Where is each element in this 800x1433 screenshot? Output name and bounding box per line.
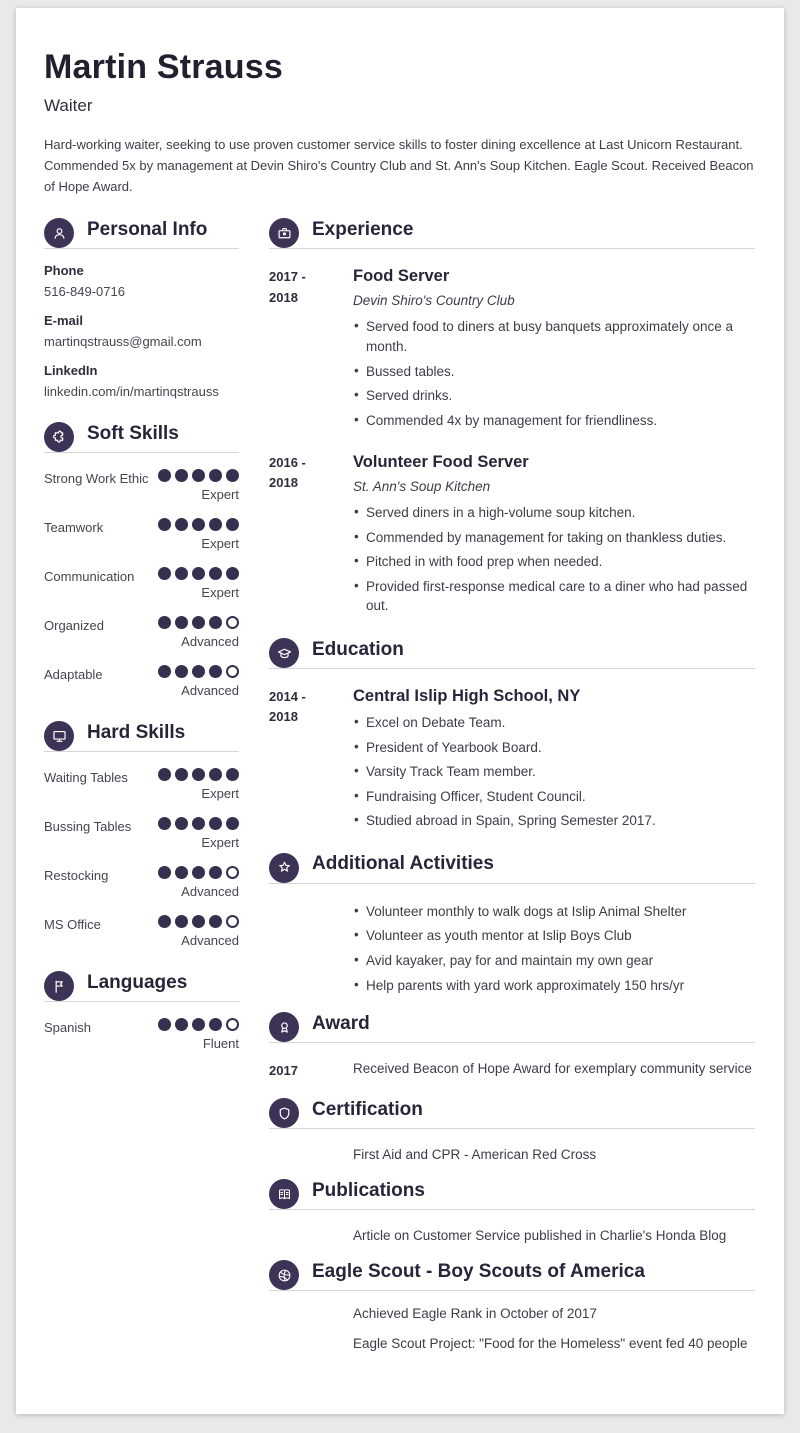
skill-rating-dots <box>158 866 239 879</box>
skill-level-label: Fluent <box>202 1036 239 1052</box>
bullet-item: • Commended by management for taking on thankless duties. <box>353 528 755 548</box>
section-hard-skills <box>44 721 239 948</box>
section-certification <box>269 1098 755 1162</box>
rating-dot-filled <box>175 1018 188 1031</box>
skill-row <box>44 817 239 850</box>
section-soft-skills <box>44 422 239 698</box>
bullet-item: • Served diners in a high-volume soup kitchen. <box>353 503 755 523</box>
section-experience <box>269 218 755 621</box>
bullet-item: • Volunteer as youth mentor at Islip Boys Club <box>353 926 755 946</box>
experience-header <box>269 218 755 249</box>
rating-dot-empty <box>226 1018 239 1031</box>
rating-dot-filled <box>226 768 239 781</box>
candidate-name: Martin Strauss <box>44 48 283 86</box>
entry-date-to: 2018 <box>269 709 298 725</box>
rating-dot-filled <box>192 768 205 781</box>
skill-row <box>44 768 239 801</box>
bullet-item: • Provided first-response medical care to a diner who had passed out. <box>353 577 755 616</box>
entry-body <box>353 687 755 836</box>
certification-header <box>269 1098 755 1129</box>
skill-row <box>44 915 239 948</box>
skill-rating <box>158 1018 239 1051</box>
rating-dot-filled <box>158 469 171 482</box>
rating-dot-filled <box>209 518 222 531</box>
entry-title: Food Server <box>353 267 450 286</box>
puzzle-icon <box>44 422 74 452</box>
skill-row <box>44 866 239 899</box>
timeline-entry <box>269 453 755 621</box>
skill-row <box>44 665 239 698</box>
section-award <box>269 1012 755 1081</box>
rating-dot-filled <box>175 866 188 879</box>
education-entries <box>269 687 755 836</box>
skill-level-label: Expert <box>201 585 239 601</box>
bullet-item: • Served food to diners at busy banquets approximately once a month. <box>353 317 755 356</box>
skill-rating-dots <box>158 518 239 531</box>
entry-date-from: 2016 - <box>269 455 306 471</box>
skill-rating-dots <box>158 665 239 678</box>
activities-title: Additional Activities <box>312 853 494 875</box>
skill-rating <box>158 817 239 850</box>
entry-date <box>269 687 353 836</box>
skill-rating-dots <box>158 567 239 580</box>
activities-header <box>269 853 755 884</box>
entry-body <box>353 267 755 435</box>
rating-dot-filled <box>175 817 188 830</box>
rating-dot-filled <box>209 616 222 629</box>
certification-title: Certification <box>312 1098 423 1120</box>
eagle-scout-line: Eagle Scout Project: "Food for the Homeless" event fed 40 people <box>353 1336 748 1352</box>
rating-dot-empty <box>226 866 239 879</box>
bullet-item: • Served drinks. <box>353 386 755 406</box>
briefcase-icon <box>269 218 299 248</box>
rating-dot-filled <box>158 567 171 580</box>
rating-dot-filled <box>158 768 171 781</box>
contact-value: 516-849-0716 <box>44 284 125 300</box>
section-languages <box>44 971 239 1051</box>
entry-date-from: 2017 - <box>269 269 306 285</box>
rating-dot-filled <box>192 616 205 629</box>
contact-label: Phone <box>44 263 84 279</box>
skill-name: Teamwork <box>44 520 104 536</box>
skill-level-label: Advanced <box>181 683 239 699</box>
soft-skills-header <box>44 422 239 453</box>
rating-dot-filled <box>209 817 222 830</box>
education-header <box>269 638 755 669</box>
entry-date-to: 2018 <box>269 289 298 305</box>
bullet-item: • Help parents with yard work approximately 150 hrs/yr <box>353 976 755 996</box>
rating-dot-filled <box>192 817 205 830</box>
rating-dot-filled <box>175 469 188 482</box>
skill-level-label: Expert <box>201 835 239 851</box>
section-additional-activities <box>269 853 755 995</box>
entry-body <box>353 1061 755 1081</box>
skill-rating <box>158 665 239 698</box>
bullet-item: • Volunteer monthly to walk dogs at Islip Animal Shelter <box>353 902 755 922</box>
education-title: Education <box>312 638 404 660</box>
award-header <box>269 1012 755 1043</box>
medal-icon <box>269 1012 299 1042</box>
activities-list <box>353 902 755 995</box>
award-entry <box>269 1061 755 1081</box>
bullet-list <box>353 713 755 831</box>
rating-dot-filled <box>192 866 205 879</box>
star-icon <box>269 853 299 883</box>
timeline-entry <box>269 687 755 836</box>
resume-page <box>16 8 784 1414</box>
rating-dot-filled <box>175 616 188 629</box>
bullet-item: • Avid kayaker, pay for and maintain my own gear <box>353 951 755 971</box>
rating-dot-empty <box>226 915 239 928</box>
bullet-list <box>353 503 755 616</box>
section-education <box>269 638 755 836</box>
skill-rating-dots <box>158 616 239 629</box>
rating-dot-filled <box>226 567 239 580</box>
sidebar-column <box>44 218 239 1368</box>
skill-level-label: Expert <box>201 536 239 552</box>
rating-dot-filled <box>209 567 222 580</box>
timeline-entry <box>269 267 755 435</box>
eagle-scout-header <box>269 1260 755 1291</box>
skill-rating-dots <box>158 1018 239 1031</box>
shield-icon <box>269 1098 299 1128</box>
rating-dot-filled <box>209 915 222 928</box>
bullet-item: • President of Yearbook Board. <box>353 738 755 758</box>
bullet-item: • Pitched in with food prep when needed. <box>353 552 755 572</box>
rating-dot-empty <box>226 616 239 629</box>
bullet-list <box>353 317 755 430</box>
rating-dot-filled <box>175 915 188 928</box>
skill-name: MS Office <box>44 917 101 933</box>
rating-dot-filled <box>209 866 222 879</box>
rating-dot-filled <box>158 616 171 629</box>
hard-skills-list <box>44 768 239 948</box>
contact-value: martinqstrauss@gmail.com <box>44 334 202 350</box>
book-icon <box>269 1179 299 1209</box>
monitor-icon <box>44 721 74 751</box>
skill-row <box>44 469 239 502</box>
rating-dot-filled <box>175 768 188 781</box>
bullet-item: • Bussed tables. <box>353 362 755 382</box>
skill-name: Bussing Tables <box>44 819 132 835</box>
rating-dot-filled <box>192 518 205 531</box>
eagle-scout-lines <box>353 1306 755 1351</box>
hard-skills-header <box>44 721 239 752</box>
publications-header <box>269 1179 755 1210</box>
skill-rating <box>158 469 239 502</box>
publications-text: Article on Customer Service published in Charlie's Honda Blog <box>353 1228 727 1244</box>
contact-label: LinkedIn <box>44 363 98 379</box>
candidate-job-title: Waiter <box>44 96 93 115</box>
skill-rating <box>158 567 239 600</box>
certification-text: First Aid and CPR - American Red Cross <box>353 1147 597 1163</box>
entry-date <box>269 453 353 621</box>
skill-name: Spanish <box>44 1020 91 1036</box>
rating-dot-filled <box>209 1018 222 1031</box>
skill-name: Organized <box>44 618 104 634</box>
skill-row <box>44 518 239 551</box>
entry-body <box>353 453 755 621</box>
contact-item <box>44 313 239 349</box>
resume-columns <box>44 218 755 1368</box>
skill-rating <box>158 518 239 551</box>
experience-title: Experience <box>312 218 414 240</box>
entry-date <box>269 1061 353 1081</box>
skill-rating-dots <box>158 469 239 482</box>
rating-dot-filled <box>158 665 171 678</box>
rating-dot-filled <box>192 1018 205 1031</box>
skill-rating <box>158 866 239 899</box>
flag-icon <box>44 971 74 1001</box>
section-eagle-scout <box>269 1260 755 1351</box>
skill-name: Adaptable <box>44 667 103 683</box>
skill-row <box>44 567 239 600</box>
eagle-scout-line: Achieved Eagle Rank in October of 2017 <box>353 1306 597 1322</box>
skill-rating-dots <box>158 817 239 830</box>
rating-dot-filled <box>209 469 222 482</box>
contact-value: linkedin.com/in/martinqstrauss <box>44 384 219 400</box>
soft-skills-title: Soft Skills <box>87 422 179 444</box>
rating-dot-filled <box>226 518 239 531</box>
rating-dot-filled <box>175 518 188 531</box>
rating-dot-filled <box>226 817 239 830</box>
timeline-entry <box>269 1061 755 1081</box>
skill-rating-dots <box>158 768 239 781</box>
skill-rating <box>158 616 239 649</box>
rating-dot-filled <box>158 866 171 879</box>
graduation-cap-icon <box>269 638 299 668</box>
bullet-item: • Excel on Debate Team. <box>353 713 755 733</box>
resume-header <box>44 48 755 197</box>
skill-level-label: Advanced <box>181 884 239 900</box>
entry-subtitle: St. Ann's Soup Kitchen <box>353 479 491 495</box>
rating-dot-empty <box>226 665 239 678</box>
rating-dot-filled <box>175 567 188 580</box>
contact-item <box>44 263 239 299</box>
hard-skills-title: Hard Skills <box>87 721 186 743</box>
languages-header <box>44 971 239 1002</box>
rating-dot-filled <box>209 768 222 781</box>
skill-level-label: Expert <box>201 487 239 503</box>
entry-date <box>269 267 353 435</box>
rating-dot-filled <box>158 518 171 531</box>
entry-date-to: 2018 <box>269 475 298 491</box>
rating-dot-filled <box>158 1018 171 1031</box>
bullet-item: • Fundraising Officer, Student Council. <box>353 787 755 807</box>
rating-dot-filled <box>192 665 205 678</box>
skill-level-label: Advanced <box>181 634 239 650</box>
contact-label: E-mail <box>44 313 84 329</box>
languages-title: Languages <box>87 971 188 993</box>
skill-rating <box>158 915 239 948</box>
rating-dot-filled <box>175 665 188 678</box>
rating-dot-filled <box>158 817 171 830</box>
languages-list <box>44 1018 239 1051</box>
publications-title: Publications <box>312 1179 425 1201</box>
skill-row <box>44 616 239 649</box>
skill-name: Restocking <box>44 868 109 884</box>
section-publications <box>269 1179 755 1243</box>
ball-icon <box>269 1260 299 1290</box>
candidate-summary: Hard-working waiter, seeking to use proven customer service skills to foster dining excellence at Last Unicorn Restaurant. Commended 5x by management at Devin Shiro's Country Club and St. Ann's Soup Kitchen. Eagle Scout. Received Beacon of Hope Award. <box>44 137 754 194</box>
entry-date-from: 2014 - <box>269 689 306 705</box>
rating-dot-filled <box>158 915 171 928</box>
rating-dot-filled <box>192 469 205 482</box>
entry-title: Volunteer Food Server <box>353 453 529 472</box>
rating-dot-filled <box>209 665 222 678</box>
skill-level-label: Advanced <box>181 933 239 949</box>
bullet-item: • Commended 4x by management for friendliness. <box>353 411 755 431</box>
award-title: Award <box>312 1012 370 1034</box>
entry-date-from: 2017 <box>269 1063 298 1079</box>
rating-dot-filled <box>192 567 205 580</box>
eagle-scout-title: Eagle Scout - Boy Scouts of America <box>312 1260 645 1282</box>
user-icon <box>44 218 74 248</box>
skill-rating <box>158 768 239 801</box>
entry-title: Central Islip High School, NY <box>353 687 581 706</box>
skill-name: Strong Work Ethic <box>44 471 149 487</box>
rating-dot-filled <box>226 469 239 482</box>
personal-info-title: Personal Info <box>87 218 208 240</box>
contact-item <box>44 363 239 399</box>
personal-info-items <box>44 263 239 399</box>
skill-rating-dots <box>158 915 239 928</box>
main-column <box>269 218 755 1368</box>
experience-entries <box>269 267 755 621</box>
bullet-item: • Varsity Track Team member. <box>353 762 755 782</box>
skill-name: Communication <box>44 569 135 585</box>
personal-info-header <box>44 218 239 249</box>
rating-dot-filled <box>192 915 205 928</box>
bullet-item: • Studied abroad in Spain, Spring Semester 2017. <box>353 811 755 831</box>
skill-row <box>44 1018 239 1051</box>
section-personal-info <box>44 218 239 399</box>
skill-name: Waiting Tables <box>44 770 128 786</box>
soft-skills-list <box>44 469 239 698</box>
entry-text: Received Beacon of Hope Award for exemplary community service <box>353 1061 752 1077</box>
skill-level-label: Expert <box>201 786 239 802</box>
entry-subtitle: Devin Shiro's Country Club <box>353 293 515 309</box>
